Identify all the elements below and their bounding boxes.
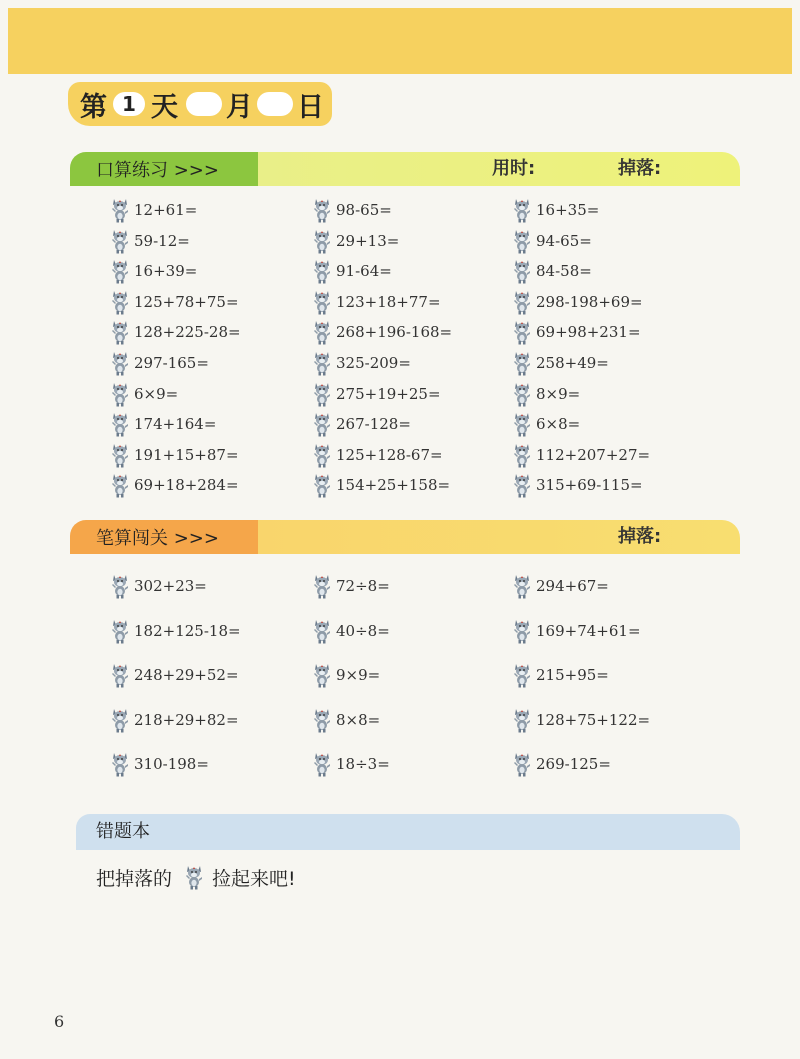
month-blank[interactable]	[186, 92, 222, 116]
wolf-mascot-icon	[312, 751, 332, 777]
written-problem	[512, 661, 609, 689]
wolf-mascot-icon	[512, 319, 532, 345]
wolf-mascot-icon	[312, 350, 332, 376]
written-problem	[312, 617, 390, 645]
wolf-mascot-icon	[110, 618, 130, 644]
problem-text: 69+98+231=	[536, 323, 641, 342]
time-used-label: 用时:	[492, 158, 536, 179]
problem-text: 94-65=	[536, 231, 592, 250]
mental-problem	[110, 380, 178, 408]
problem-text: 215+95=	[536, 666, 609, 684]
mental-problem	[110, 227, 190, 255]
wolf-mascot-icon	[512, 289, 532, 315]
problem-text: 72÷8=	[336, 577, 390, 595]
problem-text: 128+225-28=	[134, 323, 241, 342]
mental-problem	[110, 257, 197, 285]
wolf-mascot-icon	[312, 258, 332, 284]
mental-problem	[312, 196, 392, 224]
wolf-mascot-icon	[110, 350, 130, 376]
wolf-mascot-icon	[512, 707, 532, 733]
written-problem	[512, 572, 609, 600]
pickup-prompt-before: 把掉落的	[96, 867, 173, 890]
problem-text: 297-165=	[134, 354, 209, 372]
problem-text: 128+75+122=	[536, 710, 651, 729]
problem-text: 154+25+158=	[336, 476, 451, 495]
problem-text: 12+61=	[134, 201, 198, 219]
day-header	[68, 82, 332, 126]
problem-text: 294+67=	[536, 577, 609, 595]
written-math-bar	[70, 520, 740, 554]
wolf-mascot-icon	[312, 618, 332, 644]
written-problem	[312, 661, 380, 689]
problem-text: 8×8=	[336, 710, 381, 729]
problem-text: 125+78+75=	[134, 292, 239, 311]
mental-problem	[512, 441, 650, 469]
problem-text: 9×9=	[336, 666, 381, 684]
problem-text: 84-58=	[536, 262, 592, 281]
problem-text: 8×9=	[536, 384, 581, 403]
wolf-mascot-icon	[512, 662, 532, 688]
problem-text: 59-12=	[134, 231, 190, 250]
wolf-mascot-icon	[512, 751, 532, 777]
wolf-mascot-icon	[512, 442, 532, 468]
mental-problem	[312, 441, 443, 469]
written-problem	[512, 750, 611, 778]
mental-problem	[312, 349, 411, 377]
mental-problem	[110, 441, 239, 469]
problem-text: 258+49=	[536, 354, 609, 372]
problem-text: 125+128-67=	[336, 445, 443, 464]
problem-text: 275+19+25=	[336, 384, 441, 403]
problem-text: 174+164=	[134, 415, 217, 434]
mental-problem	[312, 471, 450, 499]
problem-text: 298-198+69=	[536, 292, 643, 311]
problem-text: 269-125=	[536, 755, 611, 773]
top-band	[8, 8, 792, 74]
wolf-mascot-icon	[312, 228, 332, 254]
problem-text: 16+39=	[134, 262, 198, 281]
mental-math-title: 口算练习 >>>	[70, 152, 258, 186]
written-problem	[512, 617, 641, 645]
day-label: 日	[297, 91, 324, 123]
wolf-mascot-icon	[110, 319, 130, 345]
wolf-mascot-icon	[110, 411, 130, 437]
wolf-mascot-icon	[512, 618, 532, 644]
mental-problem	[512, 471, 643, 499]
day-suffix: 天	[151, 91, 178, 123]
wolf-mascot-icon	[110, 472, 130, 498]
problem-text: 69+18+284=	[134, 476, 239, 495]
written-problem	[110, 706, 239, 734]
problem-text: 218+29+82=	[134, 710, 239, 729]
wolf-mascot-icon	[512, 381, 532, 407]
mental-problem	[312, 380, 441, 408]
mental-problem	[110, 318, 241, 346]
month-label: 月	[226, 91, 253, 123]
problem-text: 40÷8=	[336, 621, 390, 640]
mental-problem	[312, 410, 411, 438]
written-dropped-label: 掉落:	[618, 526, 662, 547]
mental-problem	[110, 349, 209, 377]
wolf-mascot-icon	[110, 707, 130, 733]
problem-text: 325-209=	[336, 354, 411, 372]
written-math-bar-fill	[258, 520, 740, 554]
mental-problem	[512, 196, 599, 224]
written-problem	[110, 572, 207, 600]
pickup-prompt-after: 捡起来吧!	[212, 867, 296, 890]
wolf-mascot-icon	[110, 197, 130, 223]
problem-text: 315+69-115=	[536, 476, 643, 495]
error-book-title: 错题本	[96, 821, 150, 842]
written-problem	[312, 706, 380, 734]
problem-text: 191+15+87=	[134, 445, 239, 464]
wolf-mascot-icon	[110, 751, 130, 777]
mental-problem	[312, 257, 392, 285]
day-blank[interactable]	[257, 92, 293, 116]
mental-problem	[110, 288, 239, 316]
mental-problem	[512, 227, 592, 255]
mental-problem	[512, 257, 592, 285]
problem-text: 98-65=	[336, 201, 392, 219]
wolf-mascot-icon	[312, 442, 332, 468]
wolf-mascot-icon	[312, 319, 332, 345]
wolf-mascot-icon	[512, 258, 532, 284]
wolf-mascot-icon	[512, 228, 532, 254]
problem-text: 6×9=	[134, 384, 179, 403]
wolf-mascot-icon	[512, 472, 532, 498]
wolf-mascot-icon	[512, 411, 532, 437]
written-problem	[312, 572, 390, 600]
problem-text: 112+207+27=	[536, 445, 651, 464]
wolf-mascot-icon	[110, 381, 130, 407]
problem-text: 248+29+52=	[134, 666, 239, 684]
problem-text: 302+23=	[134, 577, 207, 595]
wolf-mascot-icon	[312, 573, 332, 599]
wolf-mascot-icon	[312, 707, 332, 733]
wolf-mascot-icon	[110, 662, 130, 688]
wolf-mascot-icon	[512, 573, 532, 599]
written-problem	[110, 617, 241, 645]
mental-problem	[512, 410, 580, 438]
written-problem	[312, 750, 390, 778]
day-number: 1	[113, 92, 145, 116]
problem-text: 182+125-18=	[134, 621, 241, 640]
problem-text: 310-198=	[134, 755, 209, 773]
written-problem	[110, 750, 209, 778]
mental-problem	[312, 288, 441, 316]
mental-math-bar	[70, 152, 740, 186]
mental-problem	[312, 227, 399, 255]
wolf-mascot-icon	[312, 381, 332, 407]
written-problem	[110, 661, 239, 689]
wolf-mascot-icon	[512, 197, 532, 223]
mental-problem	[110, 196, 197, 224]
wolf-mascot-icon	[110, 228, 130, 254]
wolf-mascot-icon	[184, 863, 204, 891]
error-book-bar	[76, 814, 740, 850]
mental-problem	[110, 471, 239, 499]
wolf-mascot-icon	[312, 411, 332, 437]
wolf-mascot-icon	[312, 472, 332, 498]
wolf-mascot-icon	[110, 442, 130, 468]
day-prefix: 第	[80, 91, 107, 123]
problem-text: 91-64=	[336, 262, 392, 281]
written-problem	[512, 706, 650, 734]
problem-text: 268+196-168=	[336, 323, 453, 342]
wolf-mascot-icon	[512, 350, 532, 376]
wolf-mascot-icon	[312, 197, 332, 223]
mental-problem	[512, 288, 643, 316]
problem-text: 29+13=	[336, 231, 400, 250]
page-number: 6	[54, 1012, 65, 1031]
problem-text: 6×8=	[536, 415, 581, 434]
mental-problem	[512, 380, 580, 408]
mental-dropped-label: 掉落:	[618, 158, 662, 179]
wolf-mascot-icon	[110, 289, 130, 315]
problem-text: 18÷3=	[336, 755, 390, 773]
mental-problem	[512, 318, 641, 346]
wolf-mascot-icon	[312, 662, 332, 688]
wolf-mascot-icon	[312, 289, 332, 315]
mental-problem	[512, 349, 609, 377]
wolf-mascot-icon	[110, 573, 130, 599]
pickup-prompt	[96, 862, 296, 892]
problem-text: 267-128=	[336, 415, 411, 434]
written-math-title: 笔算闯关 >>>	[70, 520, 258, 554]
problem-text: 16+35=	[536, 201, 600, 219]
wolf-mascot-icon	[110, 258, 130, 284]
problem-text: 169+74+61=	[536, 621, 641, 640]
mental-problem	[110, 410, 216, 438]
problem-text: 123+18+77=	[336, 292, 441, 311]
mental-problem	[312, 318, 452, 346]
